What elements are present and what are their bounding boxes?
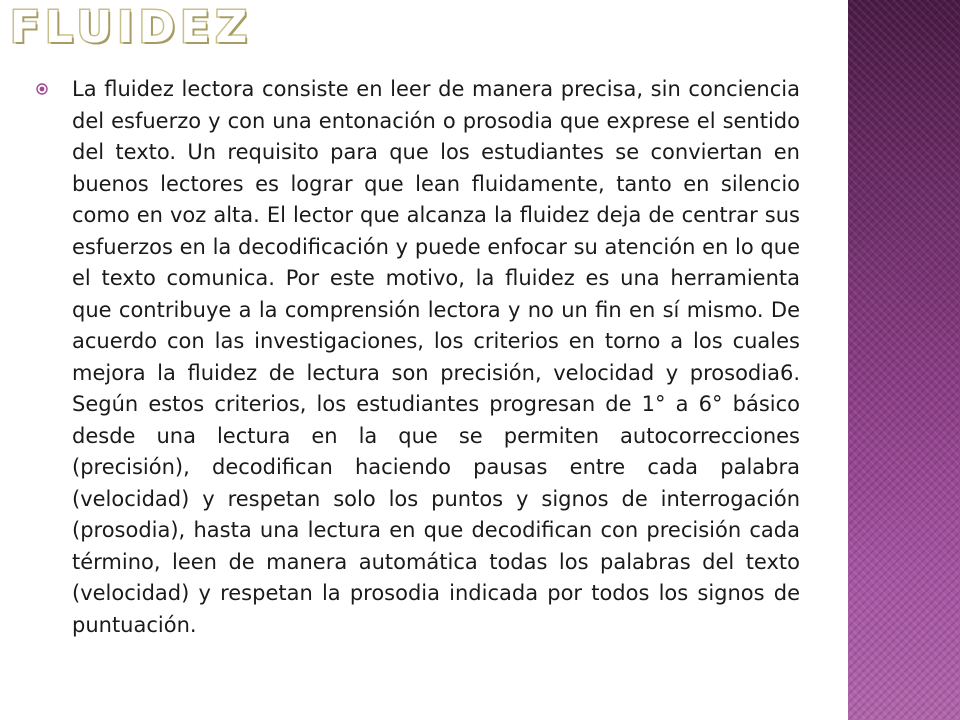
decorative-side-panel xyxy=(848,0,960,720)
slide-title: FLUIDEZ xyxy=(10,2,253,53)
bullet-item xyxy=(36,74,800,641)
body-paragraph: La fluidez lectora consiste en leer de manera precisa, sin conciencia del esfuerzo y con una entonación o prosodia que exprese el sentido del texto. Un requisito para que los estudiantes se conviertan en buenos lectores es lograr que lean fluidamente, tanto en silencio como en voz alta. El lector que alcanza la fluidez deja de centrar sus esfuerzos en la decodificación y puede enfocar su atención en lo que el texto comunica. Por este motivo, la fluidez es una herramienta que contribuye a la comprensión lectora y no un fin en sí mismo. De acuerdo con las investigaciones, los criterios en torno a los cuales mejora la fluidez de lectura son precisión, velocidad y prosodia6. Según estos criterios, los estudiantes progresan de 1° a 6° básico desde una lectura en la que se permiten autocorrecciones (precisión), decodifican haciendo pausas entre cada palabra (velocidad) y respetan solo los puntos y signos de interrogación (prosodia), hasta una lectura en que decodifican con precisión cada término, leen de manera automática todas los palabras del texto (velocidad) y respetan la prosodia indicada por todos los signos de puntuación. xyxy=(72,77,800,637)
circled-bullet-icon xyxy=(36,83,48,95)
